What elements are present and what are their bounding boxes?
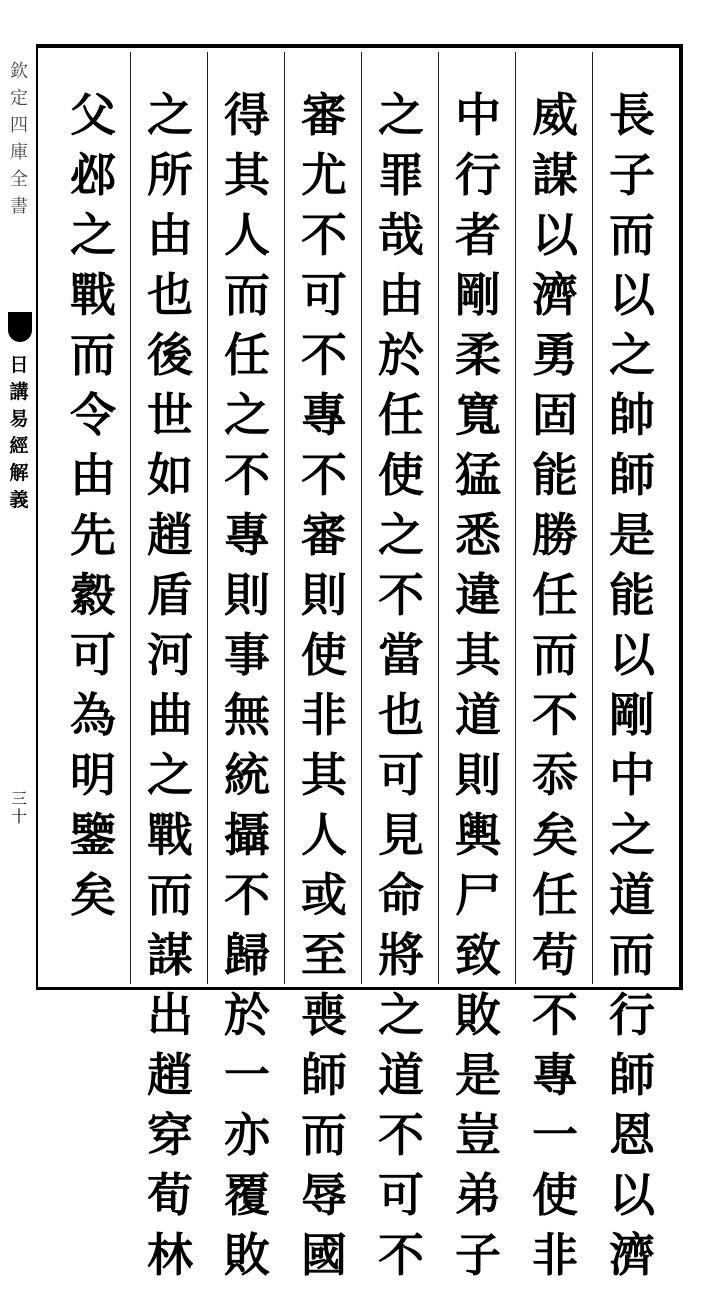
character: 由 [147,208,193,262]
character: 謀 [532,148,578,202]
character: 令 [70,388,116,442]
column-divider [515,52,516,984]
character: 哉 [378,208,424,262]
text-column [375,88,427,1292]
character: 其 [301,748,347,802]
character: 於 [224,988,270,1042]
character: 林 [147,1228,193,1282]
character: 之 [378,508,424,562]
character: 敗 [455,988,501,1042]
character: 不 [532,688,578,742]
character: 將 [378,928,424,982]
character: 行 [455,148,501,202]
text-column [221,88,273,1292]
character: 如 [147,448,193,502]
character: 而 [609,928,655,982]
character: 所 [147,148,193,202]
character: 能 [532,448,578,502]
character: 以 [532,208,578,262]
character: 為 [70,688,116,742]
character: 以 [609,1168,655,1222]
column-divider [130,52,131,984]
column-divider [361,52,362,984]
character: 國 [301,1228,347,1282]
character: 一 [532,1108,578,1162]
character: 覆 [224,1168,270,1222]
character: 不 [301,208,347,262]
character: 辱 [301,1168,347,1222]
character: 先 [70,508,116,562]
character: 固 [532,388,578,442]
character: 道 [609,868,655,922]
character: 師 [609,448,655,502]
character: 致 [455,928,501,982]
character: 而 [609,208,655,262]
character: 則 [224,568,270,622]
text-column [298,88,350,1292]
text-column [606,88,658,1292]
character: 剛 [455,268,501,322]
character: 明 [70,748,116,802]
character: 由 [378,268,424,322]
character: 使 [378,448,424,502]
character: 可 [378,748,424,802]
character: 其 [455,628,501,682]
character: 尤 [301,148,347,202]
character: 荀 [147,1168,193,1222]
character: 也 [378,688,424,742]
character: 無 [224,688,270,742]
page-number: 三十 [10,789,27,826]
character: 至 [301,928,347,982]
character: 寬 [455,388,501,442]
character: 而 [532,628,578,682]
character: 或 [301,868,347,922]
character: 於 [378,328,424,382]
column-divider [207,52,208,984]
character: 之 [147,748,193,802]
character: 威 [532,88,578,142]
character: 可 [378,1168,424,1222]
character: 專 [532,1048,578,1102]
character: 人 [301,808,347,862]
character: 敗 [224,1228,270,1282]
character: 任 [532,568,578,622]
character: 不 [301,448,347,502]
character: 專 [224,508,270,562]
character: 以 [609,268,655,322]
character: 輿 [455,808,501,862]
character: 則 [455,748,501,802]
character: 行 [609,988,655,1042]
character: 違 [455,568,501,622]
character: 之 [147,88,193,142]
text-column [529,88,581,1292]
character: 中 [609,748,655,802]
column-divider [438,52,439,984]
character: 罪 [378,148,424,202]
character: 之 [609,328,655,382]
character: 悉 [455,508,501,562]
character: 濟 [609,1228,655,1282]
character: 趙 [147,1048,193,1102]
character: 之 [224,388,270,442]
character: 一 [224,1048,270,1102]
character: 趙 [147,508,193,562]
character: 可 [301,268,347,322]
character: 不 [532,988,578,1042]
character: 而 [301,1108,347,1162]
character: 喪 [301,988,347,1042]
character: 父 [70,88,116,142]
character: 攝 [224,808,270,862]
character: 而 [224,268,270,322]
character: 使 [301,628,347,682]
character: 統 [224,748,270,802]
character: 不 [378,1108,424,1162]
character: 不 [378,1228,424,1282]
character: 矣 [70,868,116,922]
character: 當 [378,628,424,682]
character: 師 [609,1048,655,1102]
character: 子 [609,148,655,202]
column-divider [592,52,593,984]
character: 之 [378,988,424,1042]
character: 不 [301,328,347,382]
character: 矣 [532,808,578,862]
character: 不 [224,868,270,922]
character: 而 [70,328,116,382]
character: 任 [224,328,270,382]
column-divider [284,52,285,984]
character: 猛 [455,448,501,502]
character: 以 [609,628,655,682]
character: 剛 [609,688,655,742]
character: 恩 [609,1108,655,1162]
character: 後 [147,328,193,382]
character: 豈 [455,1108,501,1162]
character: 審 [301,508,347,562]
character: 由 [70,448,116,502]
character: 不 [224,448,270,502]
character: 者 [455,208,501,262]
character: 鑒 [70,808,116,862]
character: 帥 [609,388,655,442]
section-title: 日講易經解義 [9,354,29,511]
character: 曲 [147,688,193,742]
character: 是 [609,508,655,562]
character: 專 [301,388,347,442]
character: 之 [70,208,116,262]
fishtail-mark-icon [8,312,32,342]
character: 弟 [455,1168,501,1222]
character: 審 [301,88,347,142]
character: 尸 [455,868,501,922]
character: 世 [147,388,193,442]
character: 邲 [70,148,116,202]
character: 任 [378,388,424,442]
text-column [144,88,196,1292]
character: 勇 [532,328,578,382]
character: 柔 [455,328,501,382]
character: 事 [224,628,270,682]
character: 不 [378,568,424,622]
character: 長 [609,88,655,142]
character: 可 [70,628,116,682]
character: 命 [378,868,424,922]
character: 其 [224,148,270,202]
character: 任 [532,868,578,922]
character: 忝 [532,748,578,802]
character: 縠 [70,568,116,622]
character: 道 [378,1048,424,1102]
text-column [67,88,119,932]
character: 子 [455,1228,501,1282]
character: 師 [301,1048,347,1102]
character: 能 [609,568,655,622]
character: 濟 [532,268,578,322]
character: 非 [532,1228,578,1282]
character: 苟 [532,928,578,982]
character: 出 [147,988,193,1042]
character: 戰 [147,808,193,862]
character: 非 [301,688,347,742]
character: 中 [455,88,501,142]
text-column [452,88,504,1292]
character: 使 [532,1168,578,1222]
character: 穿 [147,1108,193,1162]
character: 之 [609,808,655,862]
book-title: 欽定四庫全書 [10,61,28,217]
character: 勝 [532,508,578,562]
character: 謀 [147,928,193,982]
character: 是 [455,1048,501,1102]
character: 也 [147,268,193,322]
character: 盾 [147,568,193,622]
character: 河 [147,628,193,682]
character: 道 [455,688,501,742]
character: 亦 [224,1108,270,1162]
character: 之 [378,88,424,142]
character: 則 [301,568,347,622]
character: 得 [224,88,270,142]
character: 戰 [70,268,116,322]
character: 見 [378,808,424,862]
character: 而 [147,868,193,922]
character: 歸 [224,928,270,982]
character: 人 [224,208,270,262]
